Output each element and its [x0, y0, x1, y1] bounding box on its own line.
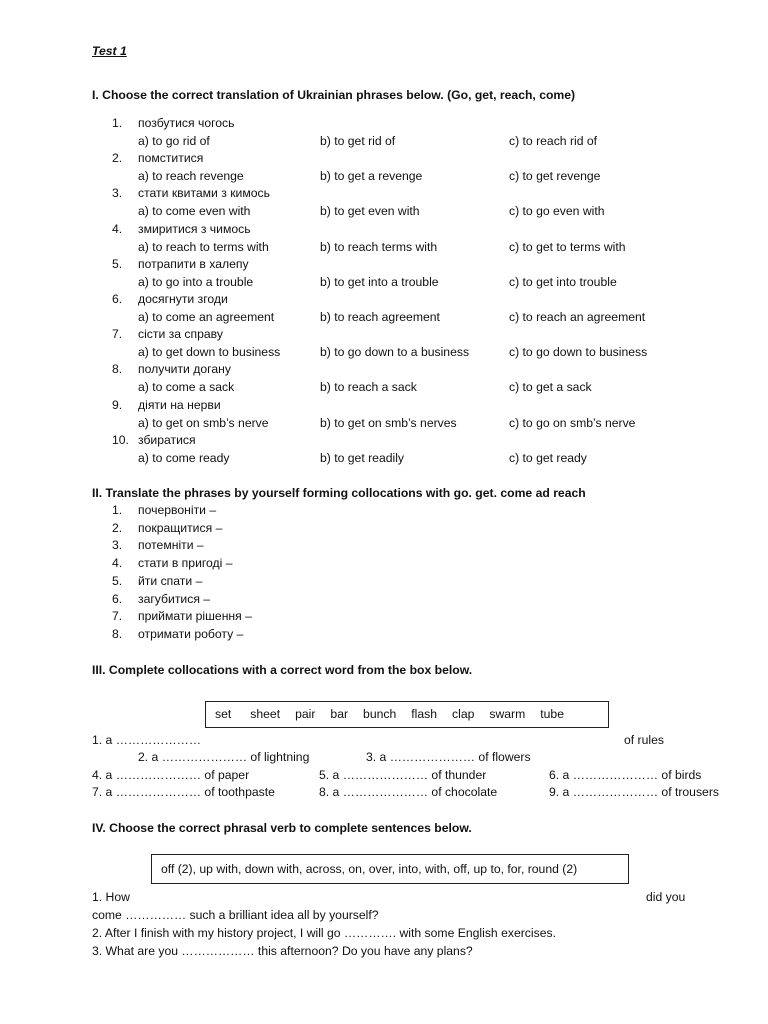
option-b: b) to go down to a business	[320, 345, 470, 359]
translate-item-number: 4.	[112, 556, 123, 570]
collocation-1-end: of rules	[624, 733, 664, 747]
option-b: b) to reach agreement	[320, 310, 440, 324]
option-c: c) to reach an agreement	[509, 310, 646, 324]
test-title: Test 1	[92, 44, 127, 58]
option-c: c) to reach rid of	[509, 134, 598, 148]
option-c: c) to go even with	[509, 204, 605, 218]
option-c: c) to go down to business	[509, 345, 648, 359]
option-c: c) to go on smb’s nerve	[509, 416, 636, 430]
option-a: a) to come ready	[138, 451, 230, 465]
question-phrase: помститися	[138, 151, 204, 165]
collocation-4: 4. a ………………… of paper	[92, 768, 250, 782]
option-a: a) to reach revenge	[138, 169, 244, 183]
phrasal-verb-box	[151, 854, 629, 884]
question-number: 9.	[112, 398, 123, 412]
collocation-9: 9. a ………………… of trousers	[549, 785, 719, 799]
question-number: 5.	[112, 257, 123, 271]
option-b: b) to get rid of	[320, 134, 396, 148]
question-phrase: получити догану	[138, 362, 231, 376]
translate-item-number: 2.	[112, 521, 123, 535]
box-word: bunch	[363, 707, 397, 721]
translate-item-text: приймати рішення –	[138, 609, 252, 623]
box-word: flash	[411, 707, 438, 721]
question-phrase: позбутися чогось	[138, 116, 235, 130]
option-b: b) to get a revenge	[320, 169, 423, 183]
option-b: b) to reach a sack	[320, 380, 417, 394]
question-phrase: збиратися	[138, 433, 196, 447]
option-b: b) to get even with	[320, 204, 420, 218]
option-a: a) to reach to terms with	[138, 240, 269, 254]
question-number: 3.	[112, 186, 123, 200]
question-phrase: змиритися з чимось	[138, 222, 251, 236]
translate-item-text: стати в пригоді –	[138, 556, 233, 570]
translate-item-text: покращитися –	[138, 521, 223, 535]
option-b: b) to get readily	[320, 451, 405, 465]
box-word: sheet	[250, 707, 281, 721]
question-number: 1.	[112, 116, 123, 130]
phrasal-verb-list: off (2), up with, down with, across, on, over, into, with, off, up to, for, round (2)	[161, 862, 578, 876]
question-number: 10.	[112, 433, 129, 447]
option-c: c) to get to terms with	[509, 240, 626, 254]
question-number: 8.	[112, 362, 123, 376]
translate-item-number: 1.	[112, 503, 123, 517]
option-a: a) to come even with	[138, 204, 251, 218]
box-word: clap	[452, 707, 475, 721]
translate-item-number: 8.	[112, 627, 123, 641]
section4-heading: IV. Choose the correct phrasal verb to complete sentences below.	[92, 821, 472, 835]
word-box	[205, 701, 609, 728]
collocation-3: 3. a ………………… of flowers	[366, 750, 531, 764]
option-a: a) to go into a trouble	[138, 275, 254, 289]
option-c: c) to get ready	[509, 451, 587, 465]
question-phrase: потрапити в халепу	[138, 257, 249, 271]
translate-item-text: почервоніти –	[138, 503, 217, 517]
word-box-row	[215, 707, 564, 721]
option-a: a) to get on smb’s nerve	[138, 416, 269, 430]
option-a: a) to come a sack	[138, 380, 235, 394]
question-number: 4.	[112, 222, 123, 236]
question-phrase: досягнути згоди	[138, 292, 228, 306]
translate-item-text: потемніти –	[138, 538, 204, 552]
translate-item-text: отримати роботу –	[138, 627, 244, 641]
question-phrase: діяти на нерви	[138, 398, 221, 412]
question-number: 7.	[112, 327, 123, 341]
question-number: 6.	[112, 292, 123, 306]
option-a: a) to come an agreement	[138, 310, 275, 324]
translate-item-number: 3.	[112, 538, 123, 552]
sentence-2: 2. After I finish with my history project, I will go …………. with some English exercises.	[92, 926, 556, 940]
translate-item-text: загубитися –	[138, 592, 211, 606]
box-word: tube	[540, 707, 564, 721]
translate-item-number: 6.	[112, 592, 123, 606]
translate-item-number: 5.	[112, 574, 123, 588]
translate-item-number: 7.	[112, 609, 123, 623]
collocation-8: 8. a ………………… of chocolate	[319, 785, 498, 799]
box-word: set	[215, 707, 232, 721]
section3-heading: III. Complete collocations with a correct word from the box below.	[92, 663, 473, 677]
question-phrase: сісти за справу	[138, 327, 223, 341]
option-c: c) to get revenge	[509, 169, 601, 183]
option-b: b) to get into a trouble	[320, 275, 439, 289]
collocation-2: 2. a ………………… of lightning	[138, 750, 310, 764]
option-a: a) to go rid of	[138, 134, 210, 148]
section2-heading: II. Translate the phrases by yourself forming collocations with go. get. come ad reach	[92, 486, 586, 500]
option-c: c) to get a sack	[509, 380, 592, 394]
collocation-1: 1. a …………………	[92, 733, 202, 747]
sentence-1-end: did you	[646, 890, 686, 904]
box-word: pair	[295, 707, 316, 721]
collocation-6: 6. a ………………… of birds	[549, 768, 702, 782]
option-b: b) to get on smb’s nerves	[320, 416, 457, 430]
question-number: 2.	[112, 151, 123, 165]
collocation-7: 7. a ………………… of toothpaste	[92, 785, 275, 799]
sentence-3: 3. What are you ……………… this afternoon? Do you have any plans?	[92, 944, 473, 958]
question-phrase: стати квитами з кимось	[138, 186, 270, 200]
box-word: swarm	[489, 707, 526, 721]
collocation-5: 5. a ………………… of thunder	[319, 768, 487, 782]
sentence-1-start: 1. How	[92, 890, 130, 904]
option-c: c) to get into trouble	[509, 275, 617, 289]
sentence-1-continued: come …………… such a brilliant idea all by yourself?	[92, 908, 379, 922]
section1-heading: I. Choose the correct translation of Ukrainian phrases below. (Go, get, reach, come)	[92, 88, 576, 102]
option-b: b) to reach terms with	[320, 240, 438, 254]
translate-item-text: йти спати –	[138, 574, 203, 588]
box-word: bar	[330, 707, 349, 721]
option-a: a) to get down to business	[138, 345, 281, 359]
